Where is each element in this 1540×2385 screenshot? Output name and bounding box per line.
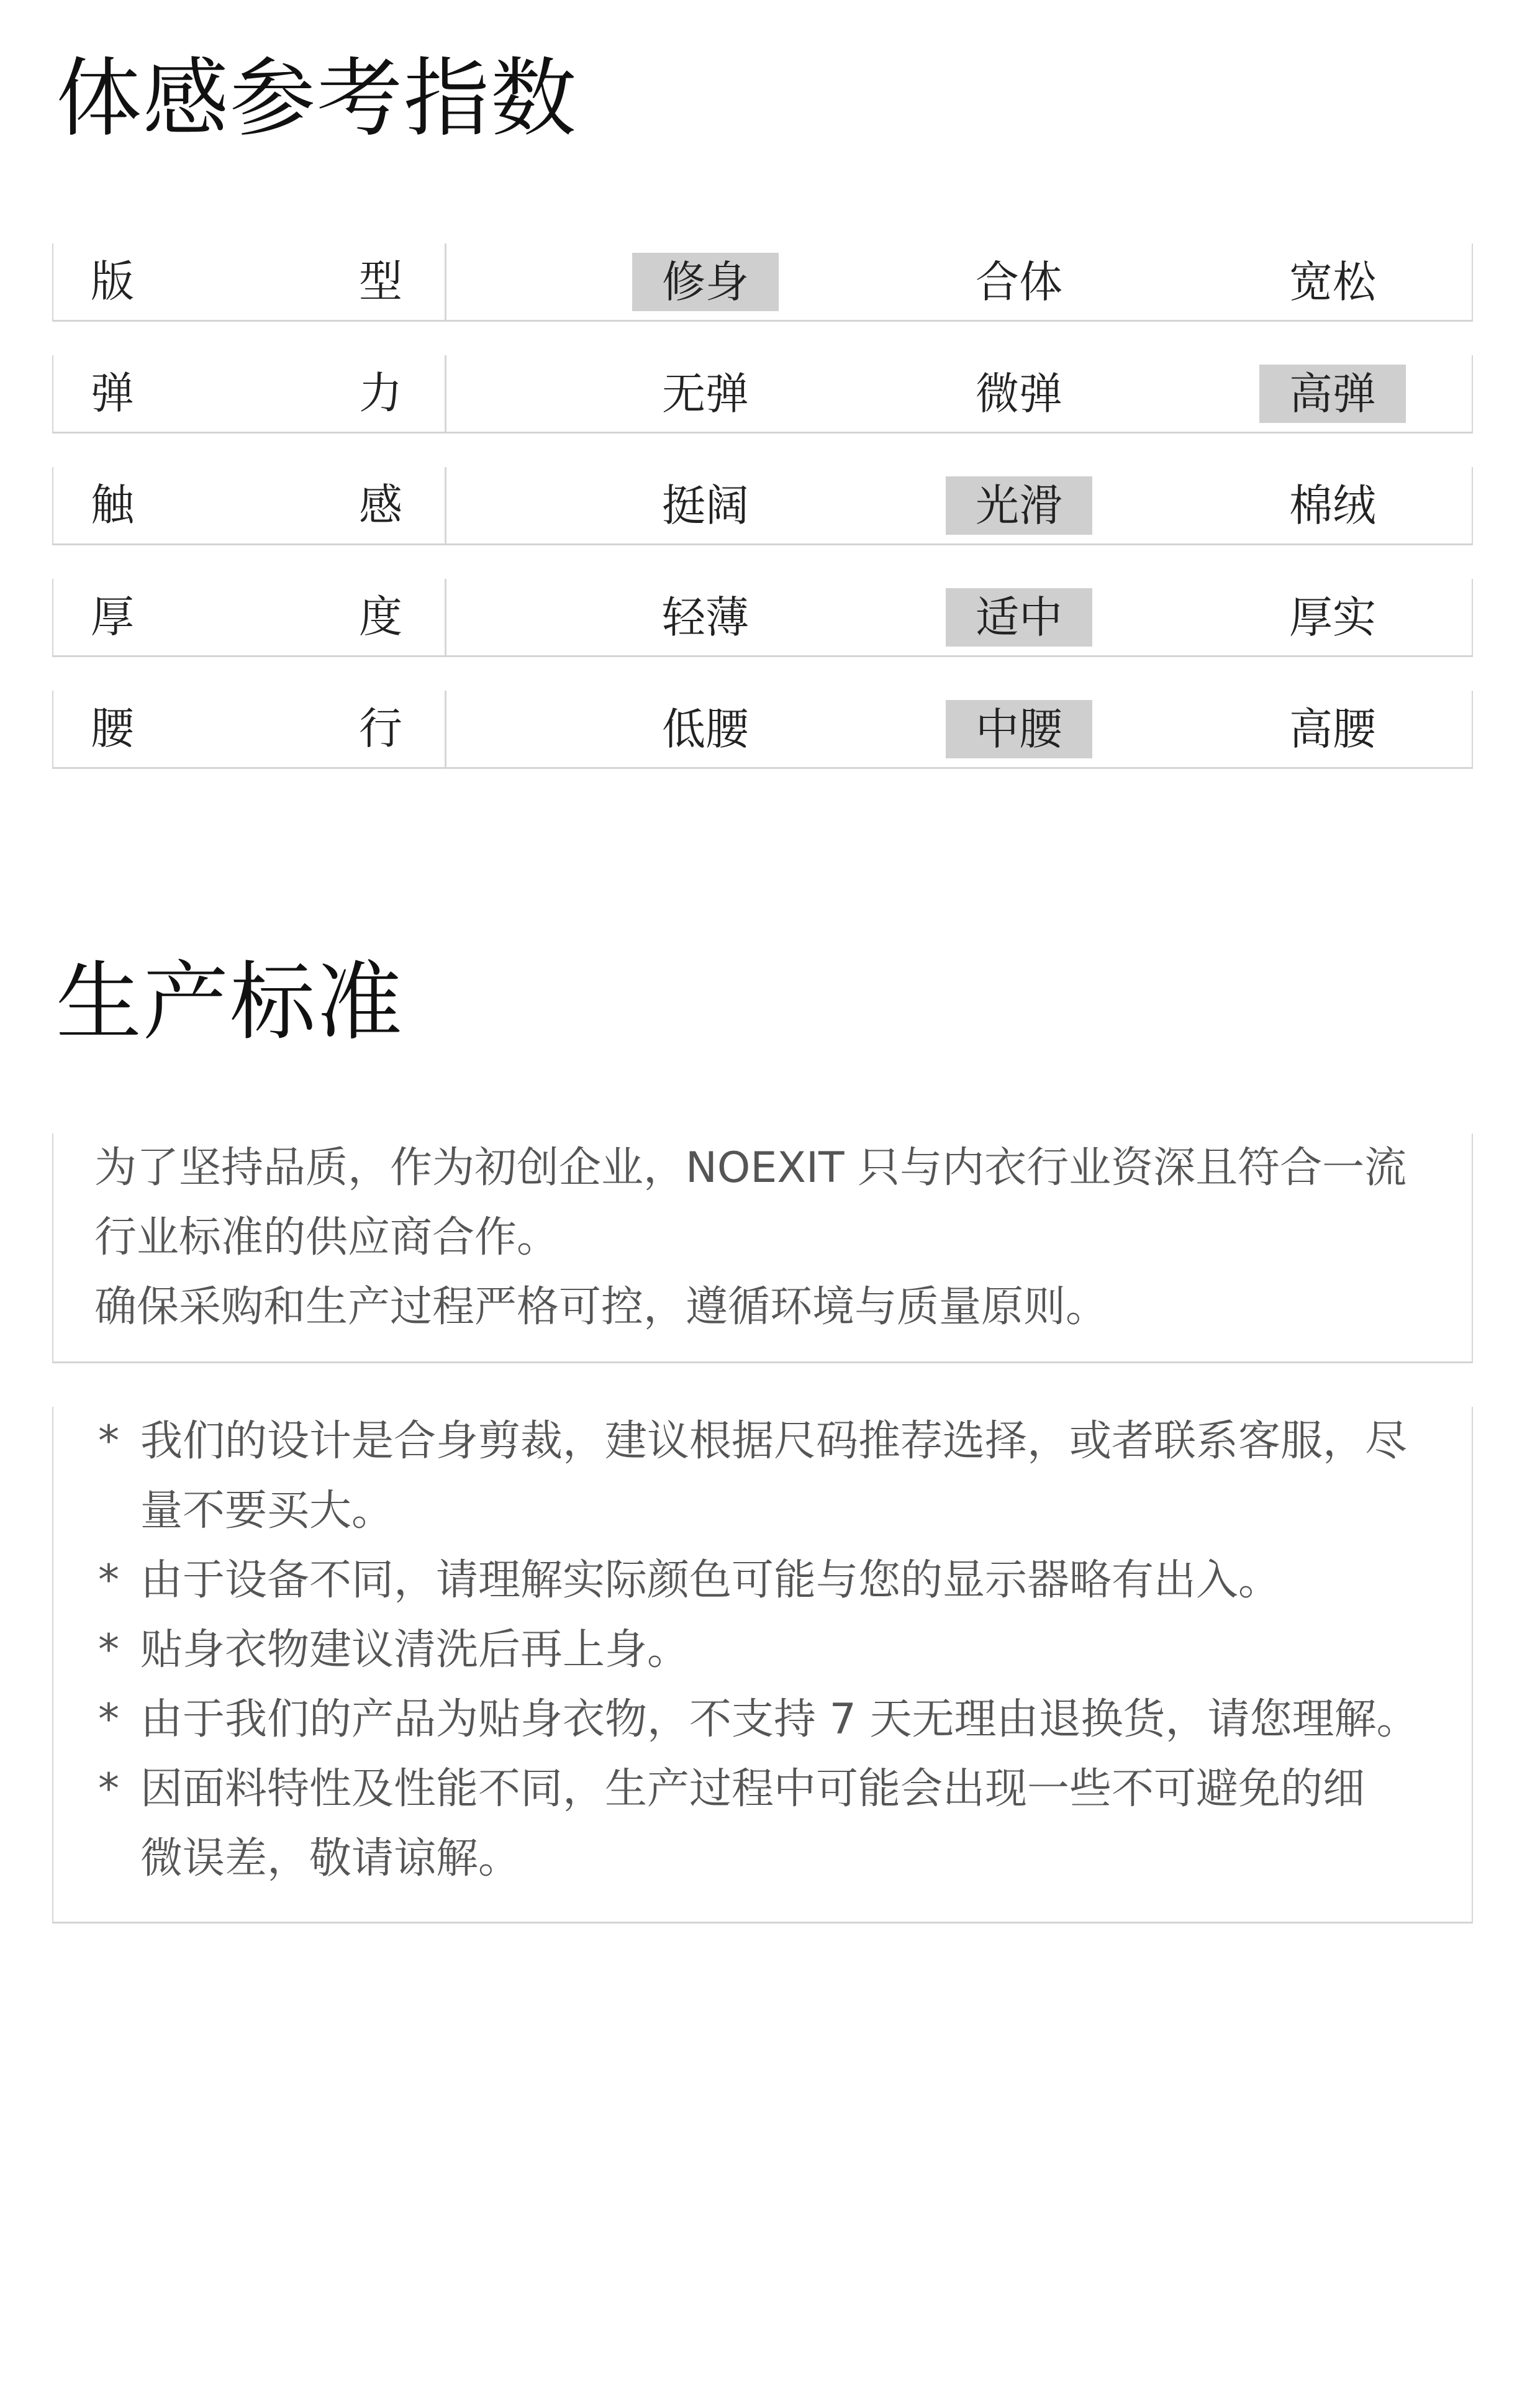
production-standard-box	[52, 1133, 1473, 1363]
bullet-star: *	[98, 1556, 119, 1605]
note-text: 量不要买大。	[140, 1486, 394, 1535]
option-label: 高腰	[1289, 703, 1376, 755]
option-label: 中腰	[946, 700, 1092, 758]
note-text: 微误差，敬请谅解。	[140, 1834, 521, 1883]
row-divider	[445, 355, 446, 432]
row-label-second: 型	[359, 256, 402, 307]
option-high-waist	[1259, 691, 1406, 767]
feel-row-fit	[52, 243, 1473, 322]
row-label-first: 腰	[91, 703, 134, 754]
bullet-star: *	[98, 1765, 119, 1814]
row-divider	[445, 691, 446, 767]
option-label: 无弹	[662, 368, 749, 419]
note-text: 因面料特性及性能不同，生产过程中可能会出现一些不可避免的细	[140, 1765, 1366, 1814]
notes-box	[52, 1407, 1473, 1924]
bullet-star: *	[98, 1417, 119, 1466]
option-label: 光滑	[946, 476, 1092, 535]
option-crisp	[632, 467, 779, 543]
bullet-star: *	[98, 1625, 119, 1674]
option-fleece	[1259, 467, 1406, 543]
row-label-second: 感	[359, 479, 402, 530]
feel-row-thickness	[52, 579, 1473, 657]
option-low-waist	[632, 691, 779, 767]
option-no-stretch	[632, 355, 779, 432]
row-divider	[445, 579, 446, 655]
row-label-second: 力	[359, 368, 402, 419]
option-regular	[946, 243, 1092, 320]
row-label-first: 厚	[91, 591, 134, 642]
option-label: 厚实	[1289, 591, 1376, 643]
row-label-first: 触	[91, 479, 134, 530]
option-label: 高弹	[1259, 365, 1406, 423]
option-slight-stretch	[946, 355, 1092, 432]
row-label-second: 度	[359, 591, 402, 642]
note-text: 贴身衣物建议清洗后再上身。	[140, 1625, 690, 1674]
row-label-first: 弹	[91, 368, 134, 419]
row-divider	[445, 467, 446, 543]
feel-row-waist	[52, 691, 1473, 769]
option-label: 修身	[632, 253, 779, 311]
option-thick	[1259, 579, 1406, 655]
option-label: 合体	[976, 256, 1062, 307]
bullet-star: *	[98, 1695, 119, 1744]
row-label-second: 行	[359, 703, 402, 754]
feel-index-title: 体感参考指数	[56, 48, 578, 148]
option-slim	[632, 243, 779, 320]
production-standard-title: 生产标准	[56, 952, 404, 1052]
row-label-first: 版	[91, 256, 134, 307]
production-text-line: 确保采购和生产过程严格可控，遵循环境与质量原则。	[94, 1283, 1108, 1332]
note-text: 我们的设计是合身剪裁，建议根据尺码推荐选择，或者联系客服，尽	[140, 1417, 1408, 1466]
option-label: 挺阔	[662, 479, 749, 531]
production-text-line: 为了坚持品质，作为初创企业，NOEXIT 只与内衣行业资深且符合一流	[94, 1143, 1407, 1192]
option-label: 宽松	[1289, 256, 1376, 307]
option-label: 适中	[946, 588, 1092, 647]
option-loose	[1259, 243, 1406, 320]
option-medium	[946, 579, 1092, 655]
option-label: 低腰	[662, 703, 749, 755]
option-high-stretch	[1259, 355, 1406, 432]
option-label: 微弹	[976, 368, 1062, 419]
feel-row-elasticity	[52, 355, 1473, 434]
note-text: 由于设备不同，请理解实际颜色可能与您的显示器略有出入。	[140, 1556, 1281, 1605]
option-label: 轻薄	[662, 591, 749, 643]
option-label: 棉绒	[1289, 479, 1376, 531]
option-smooth	[946, 467, 1092, 543]
feel-row-touch	[52, 467, 1473, 545]
production-text-line: 行业标准的供应商合作。	[94, 1213, 559, 1262]
note-text: 由于我们的产品为贴身衣物，不支持 7 天无理由退换货，请您理解。	[140, 1695, 1419, 1744]
row-divider	[445, 243, 446, 320]
option-thin	[632, 579, 779, 655]
option-mid-waist	[946, 691, 1092, 767]
